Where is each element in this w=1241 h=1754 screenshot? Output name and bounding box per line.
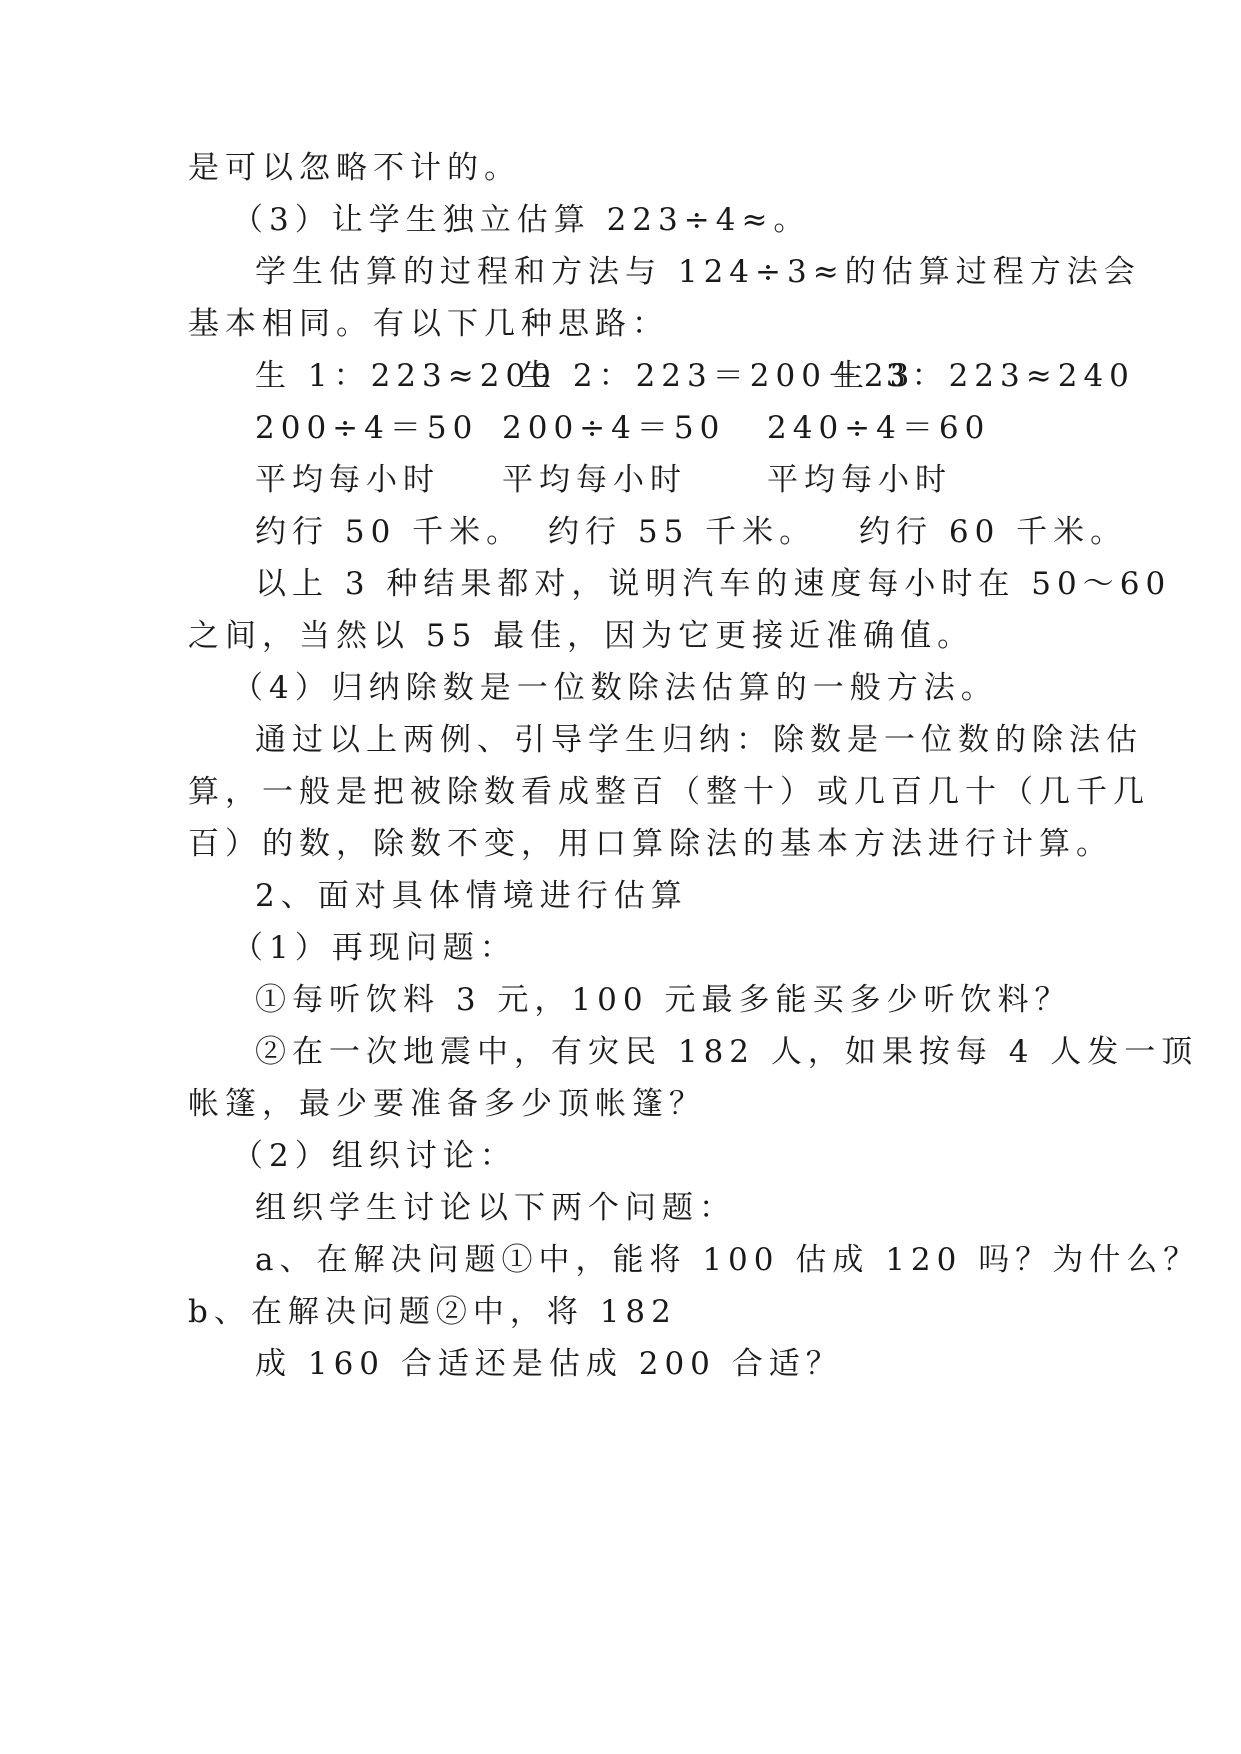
text-line: 是可以忽略不计的。 [188, 150, 521, 186]
strategy-cell: 平均每小时 [767, 462, 952, 498]
text-line: ①每听饮料 3 元，100 元最多能买多少听饮料？ [255, 982, 1072, 1018]
text-line: ②在一次地震中，有灾民 182 人，如果按每 4 人发一顶 [255, 1034, 1199, 1070]
text-line: （4）归纳除数是一位数除法估算的一般方法。 [232, 670, 998, 706]
strategy-cell: 平均每小时 [502, 462, 687, 498]
text-line: 通过以上两例、引导学生归纳：除数是一位数的除法估 [255, 722, 1143, 758]
strategy-cell: 约行 50 千米。 [255, 514, 524, 550]
strategy-cell: 240÷4＝60 [767, 410, 991, 446]
section-heading: 2、面对具体情境进行估算 [255, 878, 688, 914]
text-line: 基本相同。有以下几种思路： [188, 306, 669, 342]
text-line: 之间，当然以 55 最佳，因为它更接近准确值。 [188, 618, 975, 654]
text-line: 百）的数，除数不变，用口算除法的基本方法进行计算。 [188, 826, 1113, 862]
text-line: a、在解决问题①中，能将 100 估成 120 吗？为什么？ [255, 1242, 1201, 1278]
text-line: （2）组织讨论： [232, 1138, 517, 1174]
strategy-cell: 200÷4＝50 [502, 410, 726, 446]
text-line: 组织学生讨论以下两个问题： [255, 1190, 736, 1226]
text-line: （1）再现问题： [232, 930, 517, 966]
strategy-cell: 生 3：223≈240 [833, 358, 1135, 394]
strategy-cell: 平均每小时 [255, 462, 440, 498]
text-line: （3）让学生独立估算 223÷4≈。 [232, 202, 811, 238]
text-line: 帐篷，最少要准备多少顶帐篷？ [188, 1086, 706, 1122]
text-line: 学生估算的过程和方法与 124÷3≈的估算过程方法会 [255, 254, 1141, 290]
strategy-cell: 生 1：223≈200 [255, 358, 557, 394]
strategy-cell: 约行 60 千米。 [859, 514, 1128, 550]
text-line: 算，一般是把被除数看成整百（整十）或几百几十（几千几 [188, 774, 1150, 810]
strategy-cell: 约行 55 千米。 [548, 514, 817, 550]
strategy-cell: 生 2：223＝200＋23 [520, 358, 916, 394]
text-line: b、在解决问题②中，将 182 [188, 1294, 677, 1330]
strategy-cell: 200÷4＝50 [255, 410, 479, 446]
text-line: 以上 3 种结果都对，说明汽车的速度每小时在 50～60 [255, 566, 1172, 602]
text-line: 成 160 合适还是估成 200 合适？ [255, 1346, 843, 1382]
